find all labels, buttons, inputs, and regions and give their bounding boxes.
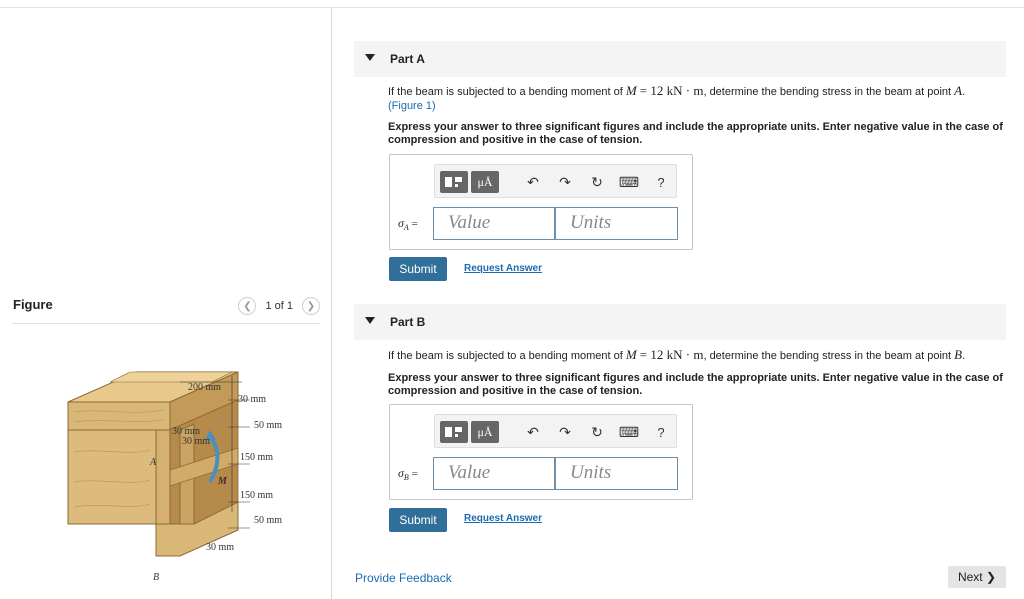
- undo-icon[interactable]: ↶: [527, 173, 539, 190]
- point-b-label: B: [153, 572, 160, 583]
- keyboard-icon[interactable]: ⌨: [618, 423, 640, 440]
- dim-150mm-bot: 150 mm: [240, 490, 274, 501]
- part-a-header[interactable]: [354, 41, 1006, 77]
- chevron-right-icon: ❯: [306, 300, 316, 312]
- submit-button[interactable]: Submit: [389, 257, 447, 281]
- units-button[interactable]: μÅ: [471, 171, 499, 193]
- dim-200mm: 200 mm: [188, 382, 222, 393]
- units-button[interactable]: μÅ: [471, 421, 499, 443]
- next-figure-button[interactable]: [302, 297, 320, 315]
- part-a-answer-box: [389, 154, 693, 250]
- sigma-a-label: $\sigma_A$ =: [398, 216, 418, 233]
- figure-counter: 1 of 1: [265, 300, 293, 312]
- matrix-icon: [444, 425, 464, 439]
- reset-icon[interactable]: ↻: [591, 423, 603, 440]
- sigma-b-label: $\sigma_B$ =: [398, 466, 418, 483]
- help-icon[interactable]: ?: [657, 424, 665, 440]
- moment-label: M: [218, 476, 227, 487]
- next-button[interactable]: Next ❯: [948, 566, 1006, 588]
- part-b-title: Part B: [390, 315, 426, 329]
- dim-30mm-top: 30 mm: [238, 394, 267, 405]
- value-input[interactable]: Value: [433, 457, 555, 490]
- math-toolbar: [434, 414, 677, 448]
- part-a-title: Part A: [390, 52, 425, 66]
- part-a-question: If the beam is subjected to a bending moment of M = 12 kN · m, determine the bending stress in the beam at point A. (Figure 1): [388, 83, 966, 112]
- part-a-instructions: Express your answer to three significant figures and include the appropriate units. Enter negative value in the case of compression and positive in the case of tension.: [388, 121, 1003, 146]
- keyboard-icon[interactable]: ⌨: [618, 173, 640, 190]
- chevron-left-icon: ❮: [243, 300, 252, 312]
- redo-icon[interactable]: ↷: [559, 173, 571, 190]
- template-button[interactable]: [440, 421, 468, 443]
- collapse-caret-icon: [365, 317, 375, 324]
- request-answer-link[interactable]: Request Answer: [464, 263, 542, 274]
- beam-figure: [60, 352, 300, 586]
- units-input[interactable]: Units: [555, 207, 678, 240]
- matrix-icon: [444, 175, 464, 189]
- help-icon[interactable]: ?: [657, 174, 665, 190]
- question-text: If the beam is subjected to a bending moment of: [388, 86, 623, 98]
- prev-figure-button[interactable]: [238, 297, 256, 315]
- dim-150mm-top: 150 mm: [240, 452, 274, 463]
- figure-header: [12, 296, 320, 324]
- dim-30mm-bot: 30 mm: [206, 542, 235, 553]
- units-input[interactable]: Units: [555, 457, 678, 490]
- reset-icon[interactable]: ↻: [591, 173, 603, 190]
- point-symbol: A: [954, 83, 963, 98]
- math-toolbar: [434, 164, 677, 198]
- part-b-header[interactable]: [354, 304, 1006, 340]
- provide-feedback-link[interactable]: Provide Feedback: [355, 571, 452, 585]
- point-symbol: B: [954, 347, 963, 362]
- request-answer-link[interactable]: Request Answer: [464, 513, 542, 524]
- part-b-instructions: Express your answer to three significant figures and include the appropriate units. Enter negative value in the case of compression and positive in the case of tension.: [388, 372, 1003, 397]
- dim-30mm-web2: 30 mm: [182, 436, 211, 447]
- moment-symbol: M: [625, 83, 637, 98]
- undo-icon[interactable]: ↶: [527, 423, 539, 440]
- moment-symbol: M: [625, 347, 637, 362]
- dim-50mm-bot: 50 mm: [254, 515, 283, 526]
- question-text: If the beam is subjected to a bending moment of: [388, 350, 623, 362]
- moment-value: = 12 kN · m: [639, 347, 704, 362]
- moment-value: = 12 kN · m: [639, 83, 704, 98]
- point-a-label: A: [150, 457, 157, 468]
- dim-50mm-top: 50 mm: [254, 420, 283, 431]
- part-b-answer-box: [389, 404, 693, 500]
- collapse-caret-icon: [365, 54, 375, 61]
- dim-30mm-web1: 30 mm: [172, 426, 201, 437]
- top-rule: [0, 7, 1024, 8]
- panel-divider: [331, 8, 332, 599]
- redo-icon[interactable]: ↷: [559, 423, 571, 440]
- submit-button[interactable]: Submit: [389, 508, 447, 532]
- question-text-post: , determine the bending stress in the beam at point: [703, 86, 952, 98]
- figure-nav: [238, 297, 320, 315]
- part-b-question: If the beam is subjected to a bending moment of M = 12 kN · m, determine the bending stress in the beam at point B.: [388, 347, 966, 362]
- value-input[interactable]: Value: [433, 207, 555, 240]
- question-text-post: , determine the bending stress in the beam at point: [703, 350, 952, 362]
- figure-link[interactable]: (Figure 1): [388, 100, 436, 112]
- template-button[interactable]: [440, 171, 468, 193]
- figure-title: Figure: [13, 297, 53, 312]
